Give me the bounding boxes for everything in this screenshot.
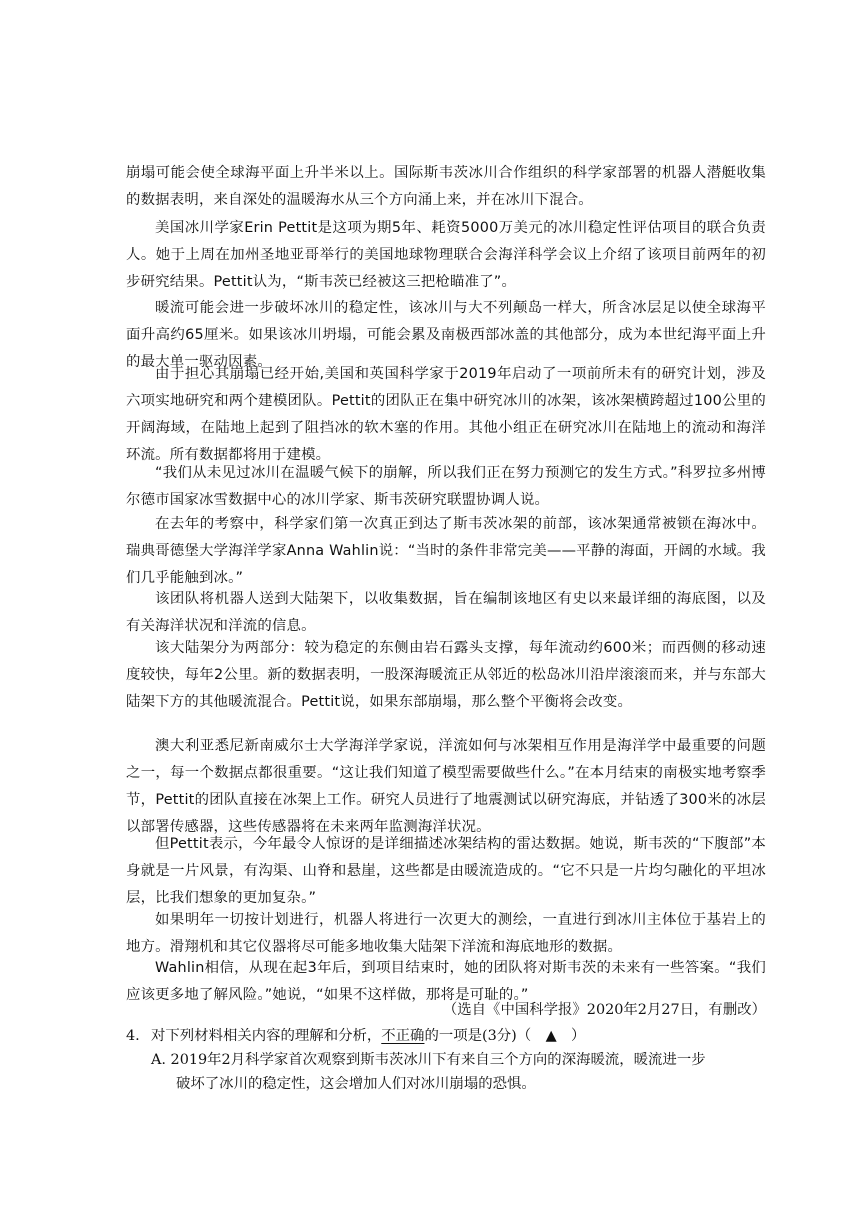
option-a — [151, 1048, 766, 1096]
article-source: （选自《中国科学报》2020年2月27日，有删改） — [442, 1002, 766, 1018]
paragraph-pettit-lead: 美国冰川学家Erin Pettit是这项为期5年、耗资5000万美元的冰川稳定性评估项目的联合负责人。她于上周在加州圣地亚哥举行的美国地球物理联合会海洋科学会议上介绍了该项目前两年的初步研究结果。Pettit认为，“斯韦茨已经被这三把枪瞄准了”。 — [126, 220, 766, 290]
question-stem — [151, 1025, 585, 1047]
paragraph-next-year: 如果明年一切按计划进行，机器人将进行一次更大的测绘，一直进行到冰川主体位于基岩上的地方。滑翔机和其它仪器将尽可能多地收集大陆架下洋流和海底地形的数据。 — [126, 912, 766, 955]
question-stem-before: 对下列材料相关内容的理解和分析， — [151, 1028, 382, 1044]
paragraph-expedition: 在去年的考察中，科学家们第一次真正到达了斯韦茨冰架的前部，该冰架通常被锁在海冰中。瑞典哥德堡大学海洋学家Anna Wahlin说：“当时的条件非常完美——平静的海面，开阔的水域。我们几乎能触到冰。” — [126, 516, 766, 586]
paragraph-ocean-currents: 澳大利亚悉尼新南威尔士大学海洋学家说，洋流如何与冰架相互作用是海洋学中最重要的问题之一，每一个数据点都很重要。“这让我们知道了模型需要做些什么。”在本月结束的南极实地考察季节，Pettit的团队直接在冰架上工作。研究人员进行了地震测试以研究海底，并钻透了300米的冰层以部署传感器，这些传感器将在未来两年监测海洋状况。 — [126, 738, 766, 835]
paragraph-research-plan: 由于担心其崩塌已经开始,美国和英国科学家于2019年启动了一项前所未有的研究计划，涉及六项实地研究和两个建模团队。Pettit的团队正在集中研究冰川的冰架，该冰架横跨超过100公里的开阔海域，在陆地上起到了阻挡冰的软木塞的作用。其他小组正在研究冰川在陆地上的流动和海洋环流。所有数据都将用于建模。 — [126, 366, 766, 463]
option-a-line1: A. 2019年2月科学家首次观察到斯韦茨冰川下有来自三个方向的深海暖流，暖流进一步 — [151, 1052, 706, 1068]
paragraph-shelf-parts: 该大陆架分为两部分：较为稳定的东侧由岩石露头支撑，每年流动约600米；而西侧的移动速度较快，每年2公里。新的数据表明，一股深海暖流正从邻近的松岛冰川沿岸滚滚而来，并与东部大陆架下方的其他暖流混合。Pettit说，如果东部崩塌，那么整个平衡将会改变。 — [126, 640, 766, 710]
paragraph-warm-current: 暖流可能会进一步破坏冰川的稳定性，该冰川与大不列颠岛一样大，所含冰层足以使全球海平面升高约65厘米。如果该冰川坍塌，可能会累及南极西部冰盖的其他部分，成为本世纪海平面上升的最大单一驱动因素。 — [126, 300, 766, 370]
paragraph-intro: 崩塌可能会使全球海平面上升半米以上。国际斯韦茨冰川合作组织的科学家部署的机器人潜艇收集的数据表明，来自深处的温暖海水从三个方向涌上来，并在冰川下混合。 — [126, 165, 766, 208]
paragraph-robots: 该团队将机器人送到大陆架下，以收集数据，旨在编制该地区有史以来最详细的海底图，以及有关海洋状况和洋流的信息。 — [126, 591, 766, 634]
paragraph-radar-data: 但Pettit表示，今年最令人惊讶的是详细描述冰架结构的雷达数据。她说，斯韦茨的“下腹部”本身就是一片风景，有沟渠、山脊和悬崖，这些都是由暖流造成的。“它不只是一片均匀融化的平坦冰层，比我们想象的更加复杂。” — [126, 836, 766, 906]
question-stem-after: 的一项是(3分)（ ▲ ） — [424, 1028, 586, 1044]
paragraph-quote-collapse: “我们从未见过冰川在温暖气候下的崩解，所以我们正在努力预测它的发生方式。”科罗拉多州博尔德市国家冰雪数据中心的冰川学家、斯韦茨研究联盟协调人说。 — [126, 465, 766, 508]
question-number: 4. — [126, 1028, 140, 1044]
paragraph-wahlin: Wahlin相信，从现在起3年后，到项目结束时，她的团队将对斯韦茨的未来有一些答案。“我们应该更多地了解风险。”她说，“如果不这样做，那将是可耻的。” — [126, 960, 766, 1003]
question-stem-emphasis: 不正确 — [381, 1028, 425, 1044]
option-a-line2: 破坏了冰川的稳定性，这会增加人们对冰川崩塌的恐惧。 — [176, 1076, 536, 1092]
